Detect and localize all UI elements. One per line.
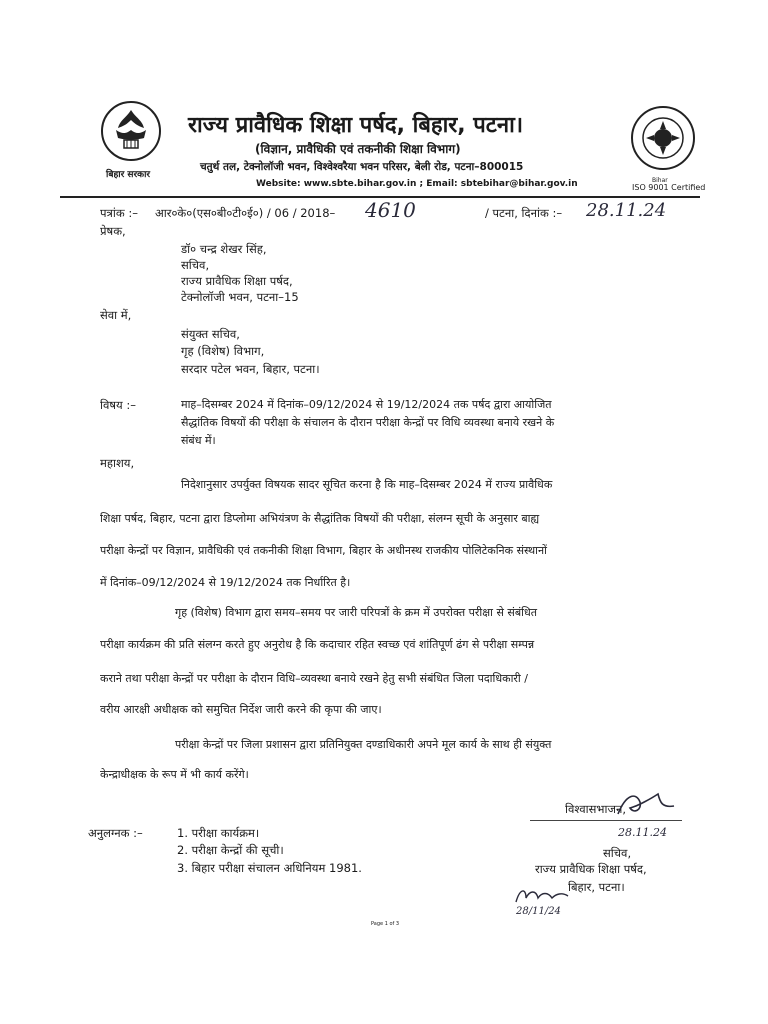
subject-line: सैद्धांतिक विषयों की परीक्षा के संचालन के दौरान परीक्षा केन्द्रों पर विधि व्यवस्था बनाये रखने के (181, 416, 555, 429)
subject-line: संबंध में। (181, 434, 216, 447)
website-email: Website: www.sbte.bihar.gov.in ; Email: sbtebihar@bihar.gov.in (256, 179, 578, 189)
sender-line: टेक्नोलॉजी भवन, पटना–15 (181, 290, 299, 304)
emblem-caption: बिहार सरकार (106, 170, 151, 180)
para1-line: निदेशानुसार उपर्युक्त विषयक सादर सूचित करना है कि माह–दिसम्बर 2024 में राज्य प्रावैधिक (181, 478, 553, 491)
para2-line: परीक्षा कार्यक्रम की प्रति संलग्न करते हुए अनुरोध है कि कदाचार रहित स्वच्छ एवं शांतिपूर्ण ढंग से परीक्षा सम्पन्न (100, 638, 535, 651)
signature (612, 788, 682, 824)
para3-line: परीक्षा केन्द्रों पर जिला प्रशासन द्वारा प्रतिनियुक्त दण्डाधिकारी अपने मूल कार्य के साथ ही संयुक्त (175, 738, 552, 751)
sbte-seal (630, 105, 696, 171)
salutation: महाशय, (100, 456, 135, 470)
para1-line: परीक्षा केन्द्रों पर विज्ञान, प्रावैधिकी एवं तकनीकी शिक्षा विभाग, बिहार के अधीनस्थ राजकीय पोलिटेकनिक संस्थानों (100, 544, 547, 557)
date-label: / पटना, दिनांक :– (485, 206, 563, 220)
to-line: सरदार पटेल भवन, बिहार, पटना। (181, 362, 320, 376)
sign-line: राज्य प्रावैधिक शिक्षा पर्षद, (535, 862, 647, 876)
subject-label: विषय :– (100, 398, 136, 412)
ref-handwritten: 4610 (365, 198, 416, 222)
para2-line: कराने तथा परीक्षा केन्द्रों पर परीक्षा के दौरान विधि–व्यवस्था बनाये रखने हेतु सभी संबंधित जिला पदाधिकारी / (100, 672, 528, 685)
para3-line: केन्द्राधीक्षक के रूप में भी कार्य करेंगे। (100, 768, 249, 781)
sender-line: राज्य प्रावैधिक शिक्षा पर्षद, (181, 274, 293, 288)
para2-line: गृह (विशेष) विभाग द्वारा समय–समय पर जारी परिपत्रों के क्रम में उपरोक्त परीक्षा से संबंधित (175, 606, 538, 619)
org-name: राज्य प्रावैधिक शिक्षा पर्षद, बिहार, पटना। (188, 113, 524, 138)
subject-line: माह–दिसम्बर 2024 में दिनांक–09/12/2024 से 19/12/2024 तक पर्षद द्वारा आयोजित (181, 398, 552, 411)
iso-cert: ISO 9001 Certified (632, 183, 706, 192)
para1-line: में दिनांक–09/12/2024 से 19/12/2024 तक निर्धारित है। (100, 576, 351, 589)
para2-line: वरीय आरक्षी अधीक्षक को समुचित निर्देश जारी करने की कृपा की जाए। (100, 703, 382, 716)
ref-number: आर०के०(एस०बी०टी०ई०) / 06 / 2018– (155, 206, 336, 220)
initials-date-handwritten: 28/11/24 (516, 906, 561, 917)
para1-line: शिक्षा पर्षद, बिहार, पटना द्वारा डिप्लोमा अभियंत्रण के सैद्धांतिक विषयों की परीक्षा, संलग्न सूची के अनुसार बाह्य (100, 512, 540, 525)
to-line: गृह (विशेष) विभाग, (181, 344, 265, 358)
to-line: संयुक्त सचिव, (181, 327, 240, 341)
signature-underline (530, 820, 682, 821)
sign-line: सचिव, (603, 846, 632, 860)
enclosure-item: 2. परीक्षा केन्द्रों की सूची। (177, 843, 284, 857)
sign-date-handwritten: 28.11.24 (618, 826, 667, 839)
sender-line: डॉ० चन्द्र शेखर सिंह, (181, 242, 267, 256)
dept-name: (विज्ञान, प्रावैधिकी एवं तकनीकी शिक्षा विभाग) (255, 142, 461, 156)
enclosure-item: 1. परीक्षा कार्यक्रम। (177, 826, 260, 840)
sender-label: प्रेषक, (100, 224, 126, 238)
to-label: सेवा में, (100, 308, 132, 322)
bihar-govt-emblem (100, 100, 162, 162)
ref-label: पत्रांक :– (100, 206, 138, 220)
closing: विश्वासभाजन, (565, 802, 627, 816)
seal-state: Bihar (652, 177, 668, 184)
page-number: Page 1 of 3 (371, 921, 400, 927)
enclosure-label: अनुलग्नक :– (88, 826, 143, 840)
enclosure-item: 3. बिहार परीक्षा संचालन अधिनियम 1981. (177, 861, 362, 875)
sender-line: सचिव, (181, 258, 210, 272)
date-handwritten: 28.11.24 (586, 200, 667, 221)
address: चतुर्थ तल, टेक्नोलॉजी भवन, विश्वेश्वरैया भवन परिसर, बेली रोड, पटना–800015 (200, 161, 524, 173)
sign-line: बिहार, पटना। (568, 880, 625, 894)
